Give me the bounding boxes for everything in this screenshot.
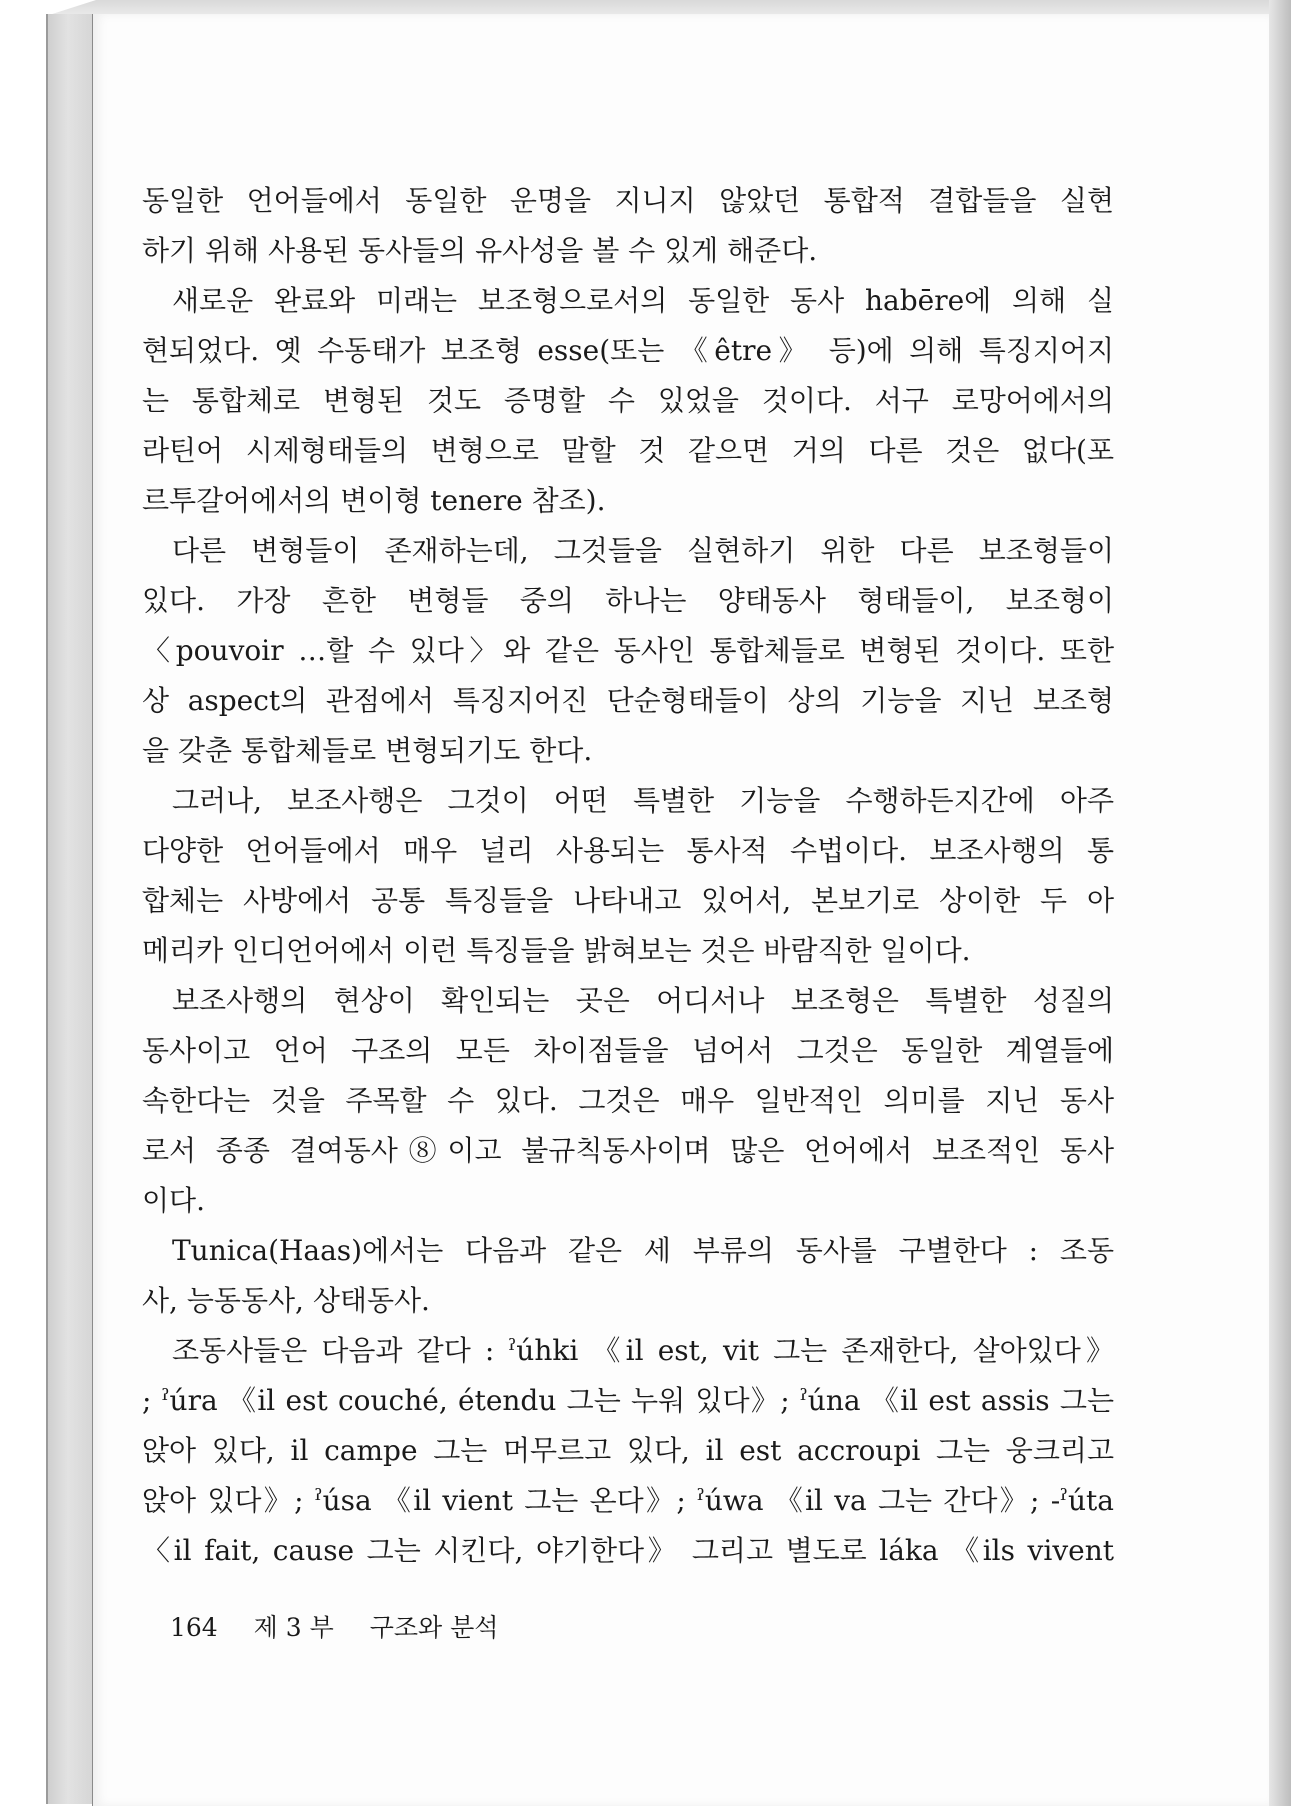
text-line: 조동사들은 다음과 같다 : ˀúhki 《il est, vit 그는 존재한다, 살아있다》 [172,1334,1114,1367]
body-text [142,176,1114,1576]
text-line: Tunica(Haas)에서는 다음과 같은 세 부류의 동사를 구별한다 : 조동 [172,1234,1114,1267]
page-footer [170,1608,498,1644]
text-line: 현되었다. 옛 수동태가 보조형 esse(또는 《être》 등)에 의해 특징지어지 [142,334,1114,367]
book-right-edge [1269,0,1291,1806]
book-spine [46,14,98,1804]
text-line: 앉아 있다》; ˀúsa 《il vient 그는 온다》; ˀúwa 《il va 그는 간다》; -ˀúta [142,1484,1114,1517]
text-line: 하기 위해 사용된 동사들의 유사성을 볼 수 있게 해준다. [142,234,818,267]
text-line: ; ˀúra 《il est couché, étendu 그는 누워 있다》; ˀúna 《il est assis 그는 [142,1384,1114,1417]
section-title: 구조와 분석 [369,1613,499,1642]
text-line: 라틴어 시제형태들의 변형으로 말할 것 같으면 거의 다른 것은 없다(포 [142,434,1114,467]
text-line: 다양한 언어들에서 매우 널리 사용되는 통사적 수법이다. 보조사행의 통 [142,834,1114,867]
text-line: 이다. [142,1184,205,1217]
text-line: 보조사행의 현상이 확인되는 곳은 어디서나 보조형은 특별한 성질의 [172,984,1114,1017]
text-line: 다른 변형들이 존재하는데, 그것들을 실현하기 위한 다른 보조형들이 [172,534,1114,567]
text-line: 로서 종종 결여동사⑧이고 불규칙동사이며 많은 언어에서 보조적인 동사 [142,1134,1114,1167]
text-line: 있다. 가장 흔한 변형들 중의 하나는 양태동사 형태들이, 보조형이 [142,584,1114,617]
text-line: 앉아 있다, il campe 그는 머무르고 있다, il est accroupi 그는 웅크리고 [142,1434,1114,1467]
text-line: 는 통합체로 변형된 것도 증명할 수 있었을 것이다. 서구 로망어에서의 [142,384,1114,417]
page-number: 164 [170,1613,218,1642]
text-line: 동사이고 언어 구조의 모든 차이점들을 넘어서 그것은 동일한 계열들에 [142,1034,1114,1067]
text-line: 속한다는 것을 주목할 수 있다. 그것은 매우 일반적인 의미를 지닌 동사 [142,1084,1114,1117]
text-line: 사, 능동동사, 상태동사. [142,1284,430,1317]
text-line: 합체는 사방에서 공통 특징들을 나타내고 있어서, 본보기로 상이한 두 아 [142,884,1114,917]
text-line: 동일한 언어들에서 동일한 운명을 지니지 않았던 통합적 결합들을 실현 [142,184,1114,217]
text-line: 〈il fait, cause 그는 시킨다, 야기한다》 그리고 별도로 láka 《ils vivent [142,1534,1114,1567]
text-line: 〈pouvoir …할 수 있다〉와 같은 동사인 통합체들로 변형된 것이다. 또한 [142,634,1114,667]
part-label: 제 3 부 [253,1613,334,1642]
text-line: 새로운 완료와 미래는 보조형으로서의 동일한 동사 habēre에 의해 실 [172,284,1114,317]
text-line: 을 갖춘 통합체들로 변형되기도 한다. [142,734,593,767]
text-line: 상 aspect의 관점에서 특징지어진 단순형태들이 상의 기능을 지닌 보조형 [142,684,1114,717]
text-line: 그러나, 보조사행은 그것이 어떤 특별한 기능을 수행하든지간에 아주 [172,784,1114,817]
text-line: 메리카 인디언어에서 이런 특징들을 밝혀보는 것은 바람직한 일이다. [142,934,971,967]
text-line: 르투갈어에서의 변이형 tenere 참조). [142,484,606,517]
